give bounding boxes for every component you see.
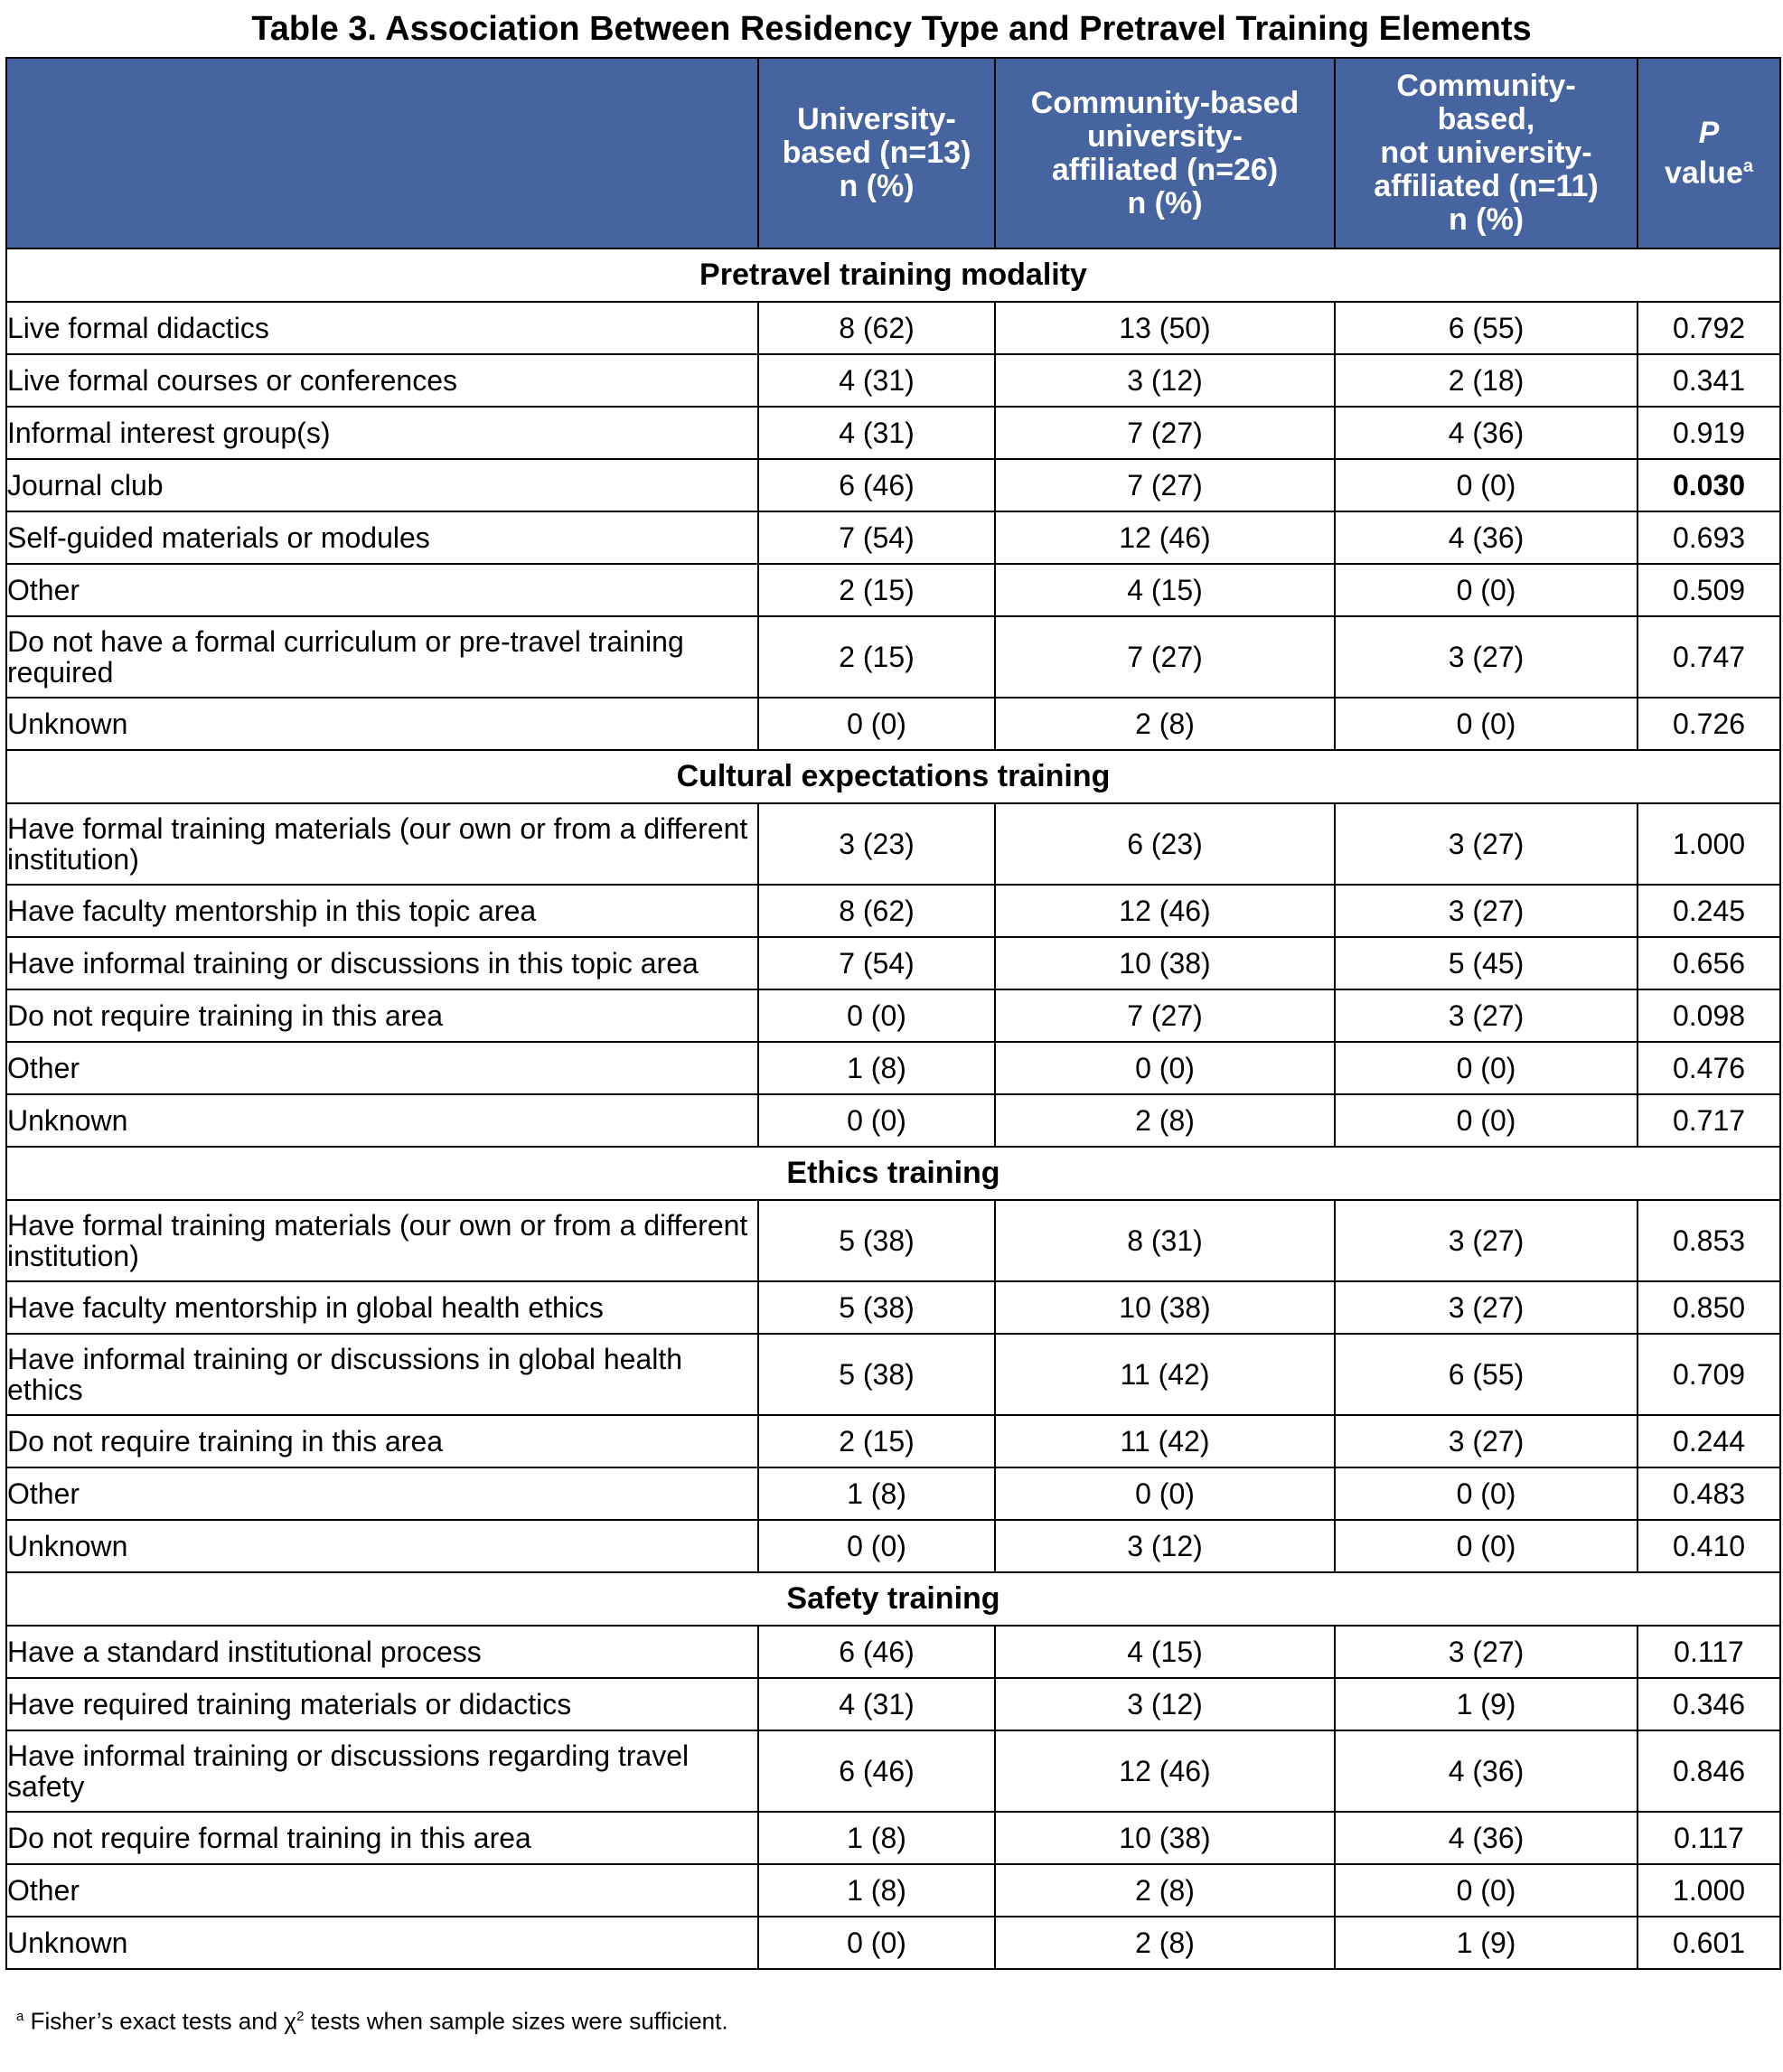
cell-p-value: 0.853: [1638, 1200, 1780, 1281]
cell-p-value: 0.919: [1638, 407, 1780, 459]
table-header-row: [6, 58, 1780, 248]
cell-university-based: 5 (38): [758, 1334, 995, 1415]
cell-community-not-affiliated: 5 (45): [1335, 937, 1638, 989]
header-line: Community-: [1396, 69, 1576, 103]
cell-community-not-affiliated: 3 (27): [1335, 1200, 1638, 1281]
table-row: [6, 407, 1780, 459]
cell-community-affiliated: 2 (8): [995, 1094, 1335, 1147]
cell-community-not-affiliated: 0 (0): [1335, 1094, 1638, 1147]
cell-p-value: 0.509: [1638, 564, 1780, 616]
cell-university-based: 1 (8): [758, 1812, 995, 1864]
cell-community-not-affiliated: 3 (27): [1335, 1415, 1638, 1467]
row-label: Live formal courses or conferences: [6, 354, 758, 407]
cell-university-based: 0 (0): [758, 1917, 995, 1969]
cell-community-affiliated: 12 (46): [995, 511, 1335, 564]
cell-university-based: 3 (23): [758, 803, 995, 885]
table-row: [6, 1281, 1780, 1334]
cell-community-affiliated: 12 (46): [995, 885, 1335, 937]
row-label: Other: [6, 1467, 758, 1520]
cell-community-affiliated: 3 (12): [995, 1520, 1335, 1572]
section-header-row: [6, 1572, 1780, 1626]
table-row: [6, 564, 1780, 616]
cell-university-based: 6 (46): [758, 1626, 995, 1678]
cell-community-affiliated: 7 (27): [995, 407, 1335, 459]
cell-p-value: 0.483: [1638, 1467, 1780, 1520]
row-label: Informal interest group(s): [6, 407, 758, 459]
footnote-marker: a: [16, 2009, 24, 2024]
cell-p-value: 0.792: [1638, 302, 1780, 354]
cell-university-based: 0 (0): [758, 1520, 995, 1572]
row-label: Have informal training or discussions in this topic area: [6, 937, 758, 989]
cell-p-value: 0.117: [1638, 1812, 1780, 1864]
cell-community-not-affiliated: 3 (27): [1335, 616, 1638, 698]
header-line: not university-: [1380, 136, 1592, 170]
cell-p-value: 0.693: [1638, 511, 1780, 564]
cell-p-value: 1.000: [1638, 803, 1780, 885]
table-row: [6, 302, 1780, 354]
cell-community-not-affiliated: 6 (55): [1335, 1334, 1638, 1415]
header-line: affiliated (n=26): [1051, 152, 1279, 187]
header-p-value: [1638, 58, 1780, 248]
row-label: Unknown: [6, 1520, 758, 1572]
cell-p-value: 0.030: [1638, 459, 1780, 511]
cell-university-based: 8 (62): [758, 885, 995, 937]
cell-community-affiliated: 8 (31): [995, 1200, 1335, 1281]
cell-p-value: 0.410: [1638, 1520, 1780, 1572]
row-label: Have faculty mentorship in global health ethics: [6, 1281, 758, 1334]
cell-university-based: 0 (0): [758, 1094, 995, 1147]
cell-p-value: 0.476: [1638, 1042, 1780, 1094]
header-p-italic: P: [1698, 115, 1720, 150]
cell-community-affiliated: 4 (15): [995, 564, 1335, 616]
table-row: [6, 803, 1780, 885]
section-title: Cultural expectations training: [6, 750, 1780, 803]
row-label: Have informal training or discussions regarding travel safety: [6, 1730, 758, 1812]
cell-community-not-affiliated: 3 (27): [1335, 989, 1638, 1042]
cell-community-not-affiliated: 1 (9): [1335, 1678, 1638, 1730]
cell-p-value: 0.346: [1638, 1678, 1780, 1730]
cell-community-affiliated: 2 (8): [995, 1864, 1335, 1917]
table-row: [6, 698, 1780, 750]
header-line: [1638, 150, 1779, 190]
table-row: [6, 1334, 1780, 1415]
cell-university-based: 2 (15): [758, 616, 995, 698]
table-row: [6, 1917, 1780, 1969]
cell-p-value: 0.244: [1638, 1415, 1780, 1467]
row-label: Have formal training materials (our own or from a different institution): [6, 803, 758, 885]
cell-community-affiliated: 0 (0): [995, 1042, 1335, 1094]
cell-community-affiliated: 4 (15): [995, 1626, 1335, 1678]
row-label: Have required training materials or didactics: [6, 1678, 758, 1730]
cell-community-affiliated: 6 (23): [995, 803, 1335, 885]
cell-community-affiliated: 2 (8): [995, 698, 1335, 750]
cell-community-not-affiliated: 4 (36): [1335, 511, 1638, 564]
header-line: based,: [1437, 102, 1535, 136]
table-row: [6, 1678, 1780, 1730]
footnote-text-before: Fisher’s exact tests and: [30, 2007, 285, 2035]
chi-superscript: 2: [296, 2009, 305, 2024]
table-row: [6, 1042, 1780, 1094]
row-label: Journal club: [6, 459, 758, 511]
row-label: Unknown: [6, 698, 758, 750]
row-label: Do not require training in this area: [6, 989, 758, 1042]
header-line: University-: [797, 102, 956, 136]
table-row: [6, 459, 1780, 511]
cell-university-based: 4 (31): [758, 1678, 995, 1730]
table-body: [6, 248, 1780, 1969]
cell-p-value: 0.117: [1638, 1626, 1780, 1678]
table-row: [6, 937, 1780, 989]
table-row: [6, 1520, 1780, 1572]
table-row: [6, 616, 1780, 698]
cell-community-affiliated: 3 (12): [995, 1678, 1335, 1730]
header-community-affiliated: [995, 58, 1335, 248]
section-header-row: [6, 1147, 1780, 1200]
cell-community-not-affiliated: 4 (36): [1335, 1812, 1638, 1864]
cell-community-not-affiliated: 0 (0): [1335, 564, 1638, 616]
cell-university-based: 1 (8): [758, 1042, 995, 1094]
table-row: [6, 1415, 1780, 1467]
header-line: n (%): [839, 169, 915, 203]
cell-p-value: 1.000: [1638, 1864, 1780, 1917]
row-label: Do not require training in this area: [6, 1415, 758, 1467]
cell-community-not-affiliated: 0 (0): [1335, 698, 1638, 750]
row-label: Unknown: [6, 1094, 758, 1147]
cell-university-based: 6 (46): [758, 1730, 995, 1812]
cell-university-based: 4 (31): [758, 407, 995, 459]
cell-community-affiliated: 0 (0): [995, 1467, 1335, 1520]
cell-university-based: 5 (38): [758, 1281, 995, 1334]
cell-community-affiliated: 10 (38): [995, 937, 1335, 989]
table-row: [6, 511, 1780, 564]
cell-community-not-affiliated: 1 (9): [1335, 1917, 1638, 1969]
row-label: Have informal training or discussions in global health ethics: [6, 1334, 758, 1415]
row-label: Unknown: [6, 1917, 758, 1969]
table-row: [6, 1626, 1780, 1678]
cell-university-based: 7 (54): [758, 937, 995, 989]
cell-p-value: 0.098: [1638, 989, 1780, 1042]
cell-p-value: 0.846: [1638, 1730, 1780, 1812]
cell-community-not-affiliated: 3 (27): [1335, 1626, 1638, 1678]
cell-community-not-affiliated: 0 (0): [1335, 459, 1638, 511]
footnote-text-after: tests when sample sizes were sufficient.: [304, 2007, 728, 2035]
cell-community-affiliated: 3 (12): [995, 354, 1335, 407]
cell-community-affiliated: 10 (38): [995, 1812, 1335, 1864]
cell-p-value: 0.709: [1638, 1334, 1780, 1415]
header-line: n (%): [1127, 185, 1203, 220]
table-row: [6, 1467, 1780, 1520]
cell-community-affiliated: 2 (8): [995, 1917, 1335, 1969]
cell-community-not-affiliated: 4 (36): [1335, 1730, 1638, 1812]
cell-community-not-affiliated: 0 (0): [1335, 1042, 1638, 1094]
cell-university-based: 1 (8): [758, 1467, 995, 1520]
table-row: [6, 354, 1780, 407]
table-row: [6, 989, 1780, 1042]
cell-university-based: 0 (0): [758, 989, 995, 1042]
cell-community-affiliated: 7 (27): [995, 616, 1335, 698]
cell-university-based: 2 (15): [758, 564, 995, 616]
cell-university-based: 1 (8): [758, 1864, 995, 1917]
cell-community-affiliated: 7 (27): [995, 459, 1335, 511]
header-line: based (n=13): [782, 136, 971, 170]
row-label: Have faculty mentorship in this topic area: [6, 885, 758, 937]
row-label: Have a standard institutional process: [6, 1626, 758, 1678]
cell-p-value: 0.656: [1638, 937, 1780, 989]
row-label: Other: [6, 564, 758, 616]
cell-p-value: 0.726: [1638, 698, 1780, 750]
header-community-not-affiliated: [1335, 58, 1638, 248]
footnote-marker: a: [1742, 155, 1754, 176]
table-row: [6, 1812, 1780, 1864]
cell-p-value: 0.601: [1638, 1917, 1780, 1969]
cell-community-affiliated: 11 (42): [995, 1334, 1335, 1415]
table-title: Table 3. Association Between Residency Type and Pretravel Training Elements: [251, 10, 1532, 48]
chi-symbol: χ: [284, 2007, 297, 2035]
cell-community-not-affiliated: 0 (0): [1335, 1520, 1638, 1572]
cell-community-not-affiliated: 2 (18): [1335, 354, 1638, 407]
table-row: [6, 1094, 1780, 1147]
header-university-based: [758, 58, 995, 248]
row-label: Self-guided materials or modules: [6, 511, 758, 564]
header-value-text: value: [1664, 155, 1743, 191]
cell-university-based: 5 (38): [758, 1200, 995, 1281]
cell-university-based: 8 (62): [758, 302, 995, 354]
table-row: [6, 1864, 1780, 1917]
cell-community-not-affiliated: 6 (55): [1335, 302, 1638, 354]
cell-community-not-affiliated: 3 (27): [1335, 803, 1638, 885]
header-line: n (%): [1448, 202, 1525, 237]
cell-community-affiliated: 10 (38): [995, 1281, 1335, 1334]
cell-community-affiliated: 11 (42): [995, 1415, 1335, 1467]
section-title: Pretravel training modality: [6, 248, 1780, 302]
section-title: Ethics training: [6, 1147, 1780, 1200]
row-label: Other: [6, 1042, 758, 1094]
cell-university-based: 7 (54): [758, 511, 995, 564]
table-row: [6, 885, 1780, 937]
row-label: Have formal training materials (our own or from a different institution): [6, 1200, 758, 1281]
cell-community-not-affiliated: 0 (0): [1335, 1467, 1638, 1520]
cell-community-not-affiliated: 0 (0): [1335, 1864, 1638, 1917]
header-line: university-: [1087, 118, 1243, 154]
section-header-row: [6, 248, 1780, 302]
cell-community-not-affiliated: 4 (36): [1335, 407, 1638, 459]
row-label: Other: [6, 1864, 758, 1917]
cell-p-value: 0.850: [1638, 1281, 1780, 1334]
cell-community-not-affiliated: 3 (27): [1335, 885, 1638, 937]
cell-community-affiliated: 13 (50): [995, 302, 1335, 354]
header-line: affiliated (n=11): [1374, 169, 1599, 203]
cell-university-based: 0 (0): [758, 698, 995, 750]
data-table: [5, 57, 1781, 1970]
section-title: Safety training: [6, 1572, 1780, 1626]
row-label: Do not have a formal curriculum or pre-travel training required: [6, 616, 758, 698]
row-label: Live formal didactics: [6, 302, 758, 354]
header-line: Community-based: [1030, 85, 1300, 120]
cell-p-value: 0.245: [1638, 885, 1780, 937]
cell-university-based: 6 (46): [758, 459, 995, 511]
header-label-column: [6, 58, 758, 248]
cell-p-value: 0.717: [1638, 1094, 1780, 1147]
table-row: [6, 1200, 1780, 1281]
footnote: [16, 2002, 728, 2037]
table-row: [6, 1730, 1780, 1812]
cell-university-based: 2 (15): [758, 1415, 995, 1467]
section-header-row: [6, 750, 1780, 803]
cell-community-affiliated: 12 (46): [995, 1730, 1335, 1812]
row-label: Do not require formal training in this area: [6, 1812, 758, 1864]
cell-p-value: 0.341: [1638, 354, 1780, 407]
cell-university-based: 4 (31): [758, 354, 995, 407]
cell-community-affiliated: 7 (27): [995, 989, 1335, 1042]
cell-community-not-affiliated: 3 (27): [1335, 1281, 1638, 1334]
cell-p-value: 0.747: [1638, 616, 1780, 698]
